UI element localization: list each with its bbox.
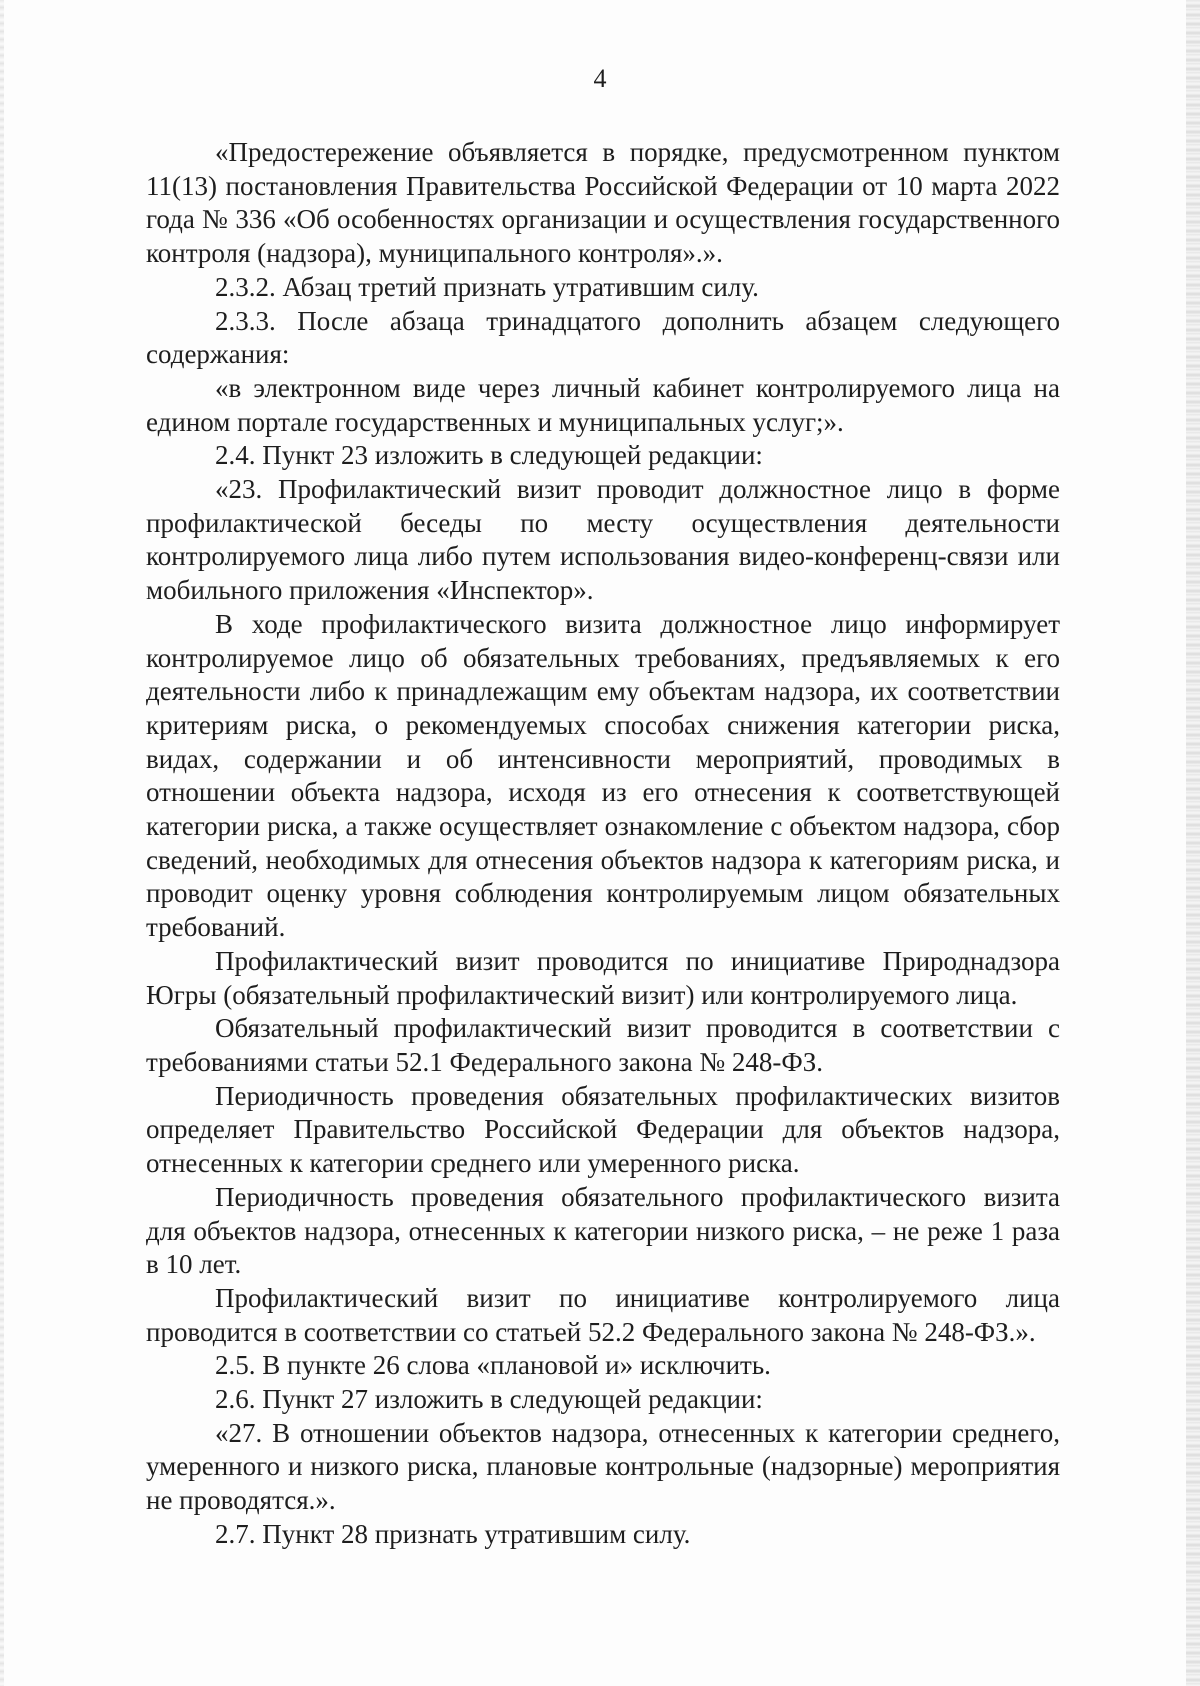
paragraph: 2.3.3. После абзаца тринадцатого дополнить абзацем следующего содержания: [146, 305, 1060, 370]
paragraph: «27. В отношении объектов надзора, отнесенных к категории среднего, умеренного и низкого риска, плановые контрольные (надзорные) мероприятия не проводятся.». [146, 1417, 1060, 1516]
paragraph: 2.5. В пункте 26 слова «плановой и» исключить. [215, 1350, 771, 1381]
page-number: 4 [593, 64, 607, 93]
paragraph: 2.3.2. Абзац третий признать утратившим силу. [215, 271, 759, 302]
paragraph: Профилактический визит по инициативе контролируемого лица проводится в соответствии со статьей 52.2 Федерального закона № 248-ФЗ.». [146, 1282, 1060, 1347]
paragraph: В ходе профилактического визита должностное лицо информирует контролируемое лицо об обязательных требованиях, предъявляемых к его деятельности либо к принадлежащим ему объектам надзора, их соответствии критериям риска, о рекомендуемых способах снижения категории риска, видах, содержании и об интенсивности мероприятий, проводимых в отношении объекта надзора, исходя из его отнесения к соответствующей категории риска, а также осуществляет ознакомление с объектом надзора, сбор сведений, необходимых для отнесения объектов надзора к категориям риска, и проводит оценку уровня соблюдения контролируемым лицом обязательных требований. [146, 608, 1060, 943]
document-body [146, 136, 1060, 1552]
paragraph: 2.4. Пункт 23 изложить в следующей редакции: [215, 440, 763, 471]
paragraph: 2.7. Пункт 28 признать утратившим силу. [215, 1518, 691, 1549]
paragraph: Обязательный профилактический визит проводится в соответствии с требованиями статьи 52.1 Федерального закона № 248-ФЗ. [146, 1013, 1060, 1077]
scan-edge-left [0, 0, 4, 1686]
paragraph: 2.6. Пункт 27 изложить в следующей редакции: [215, 1384, 763, 1415]
paragraph: Профилактический визит проводится по инициативе Природнадзора Югры (обязательный профилактический визит) или контролируемого лица. [146, 945, 1060, 1010]
paragraph: Периодичность проведения обязательных профилактических визитов определяет Правительство Российской Федерации для объектов надзора, отнесенных к категории среднего или умеренного риска. [146, 1080, 1060, 1179]
paragraph: «23. Профилактический визит проводит должностное лицо в форме профилактической беседы по месту осуществления деятельности контролируемого лица либо путем использования видео-конференц-связи или мобильного приложения «Инспектор». [146, 474, 1060, 606]
paragraph: «Предостережение объявляется в порядке, предусмотренном пунктом 11(13) постановления Правительства Российской Федерации от 10 марта 2022 года № 336 «Об особенностях организации и осуществления государственного контроля (надзора), муниципального контроля».». [146, 137, 1060, 269]
paragraph: «в электронном виде через личный кабинет контролируемого лица на едином портале государственных и муниципальных услуг;». [146, 372, 1060, 437]
scan-edge-right [1186, 0, 1200, 1686]
paragraph: Периодичность проведения обязательного профилактического визита для объектов надзора, отнесенных к категории низкого риска, – не реже 1 раза в 10 лет. [146, 1181, 1060, 1280]
